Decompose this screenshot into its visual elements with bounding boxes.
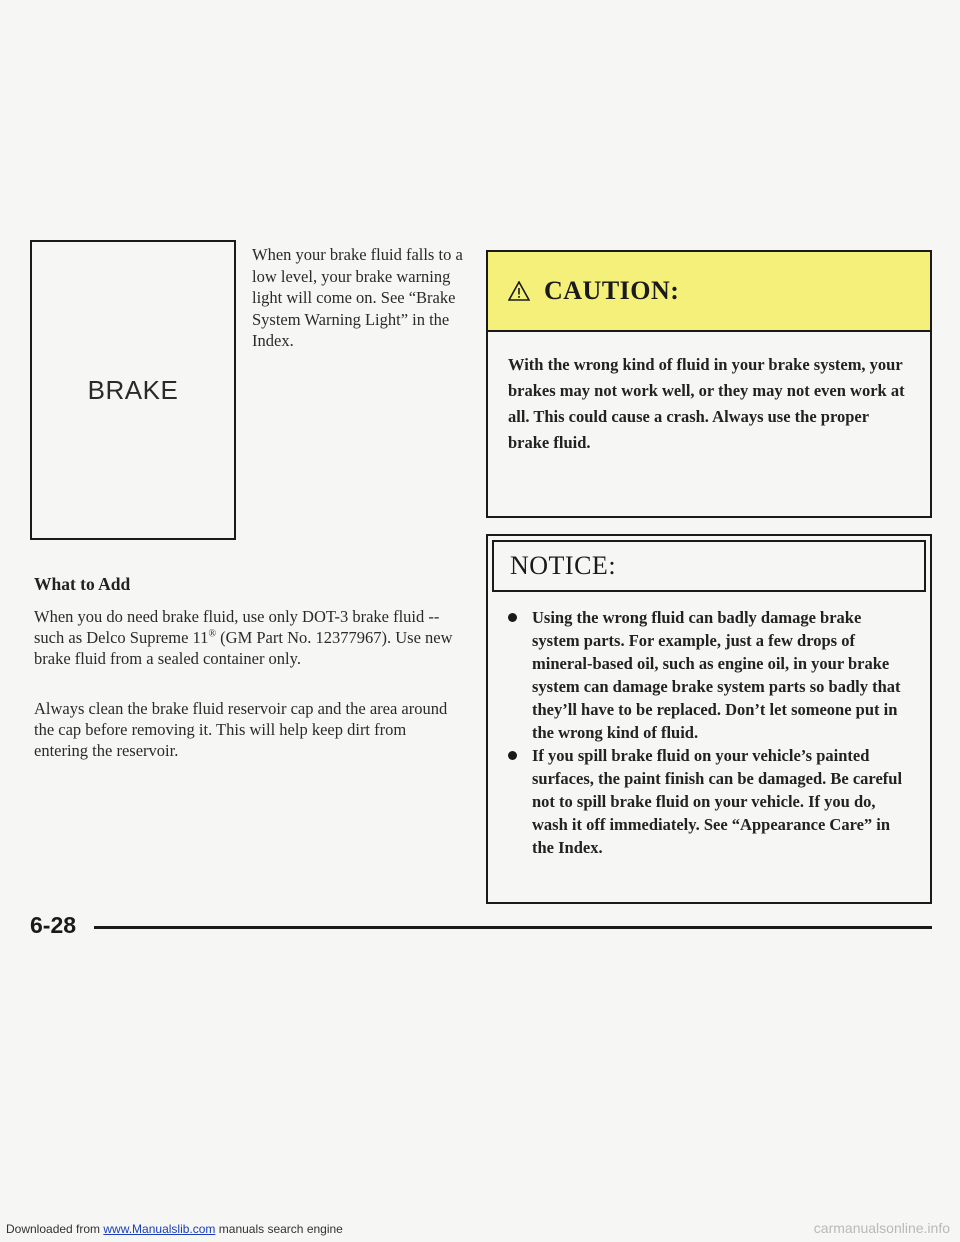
page-number: 6-28 xyxy=(30,912,77,938)
caution-header xyxy=(488,252,930,332)
paragraph-text: (GM Part No. 12377967). Use new brake fluid from a sealed container only. xyxy=(34,628,453,668)
bullet-icon xyxy=(508,751,517,760)
page-rule xyxy=(94,926,932,929)
registered-mark: ® xyxy=(208,628,217,640)
section-heading: What to Add xyxy=(34,574,131,594)
notice-list xyxy=(488,592,930,859)
brake-warning-indicator xyxy=(30,240,236,540)
bullet-icon xyxy=(508,613,517,622)
notice-box xyxy=(486,534,932,904)
notice-item-text: If you spill brake fluid on your vehicle’s painted surfaces, the paint finish can be damaged. Be careful not to spill brake fluid on your vehicle. If you do, wash it off immediately. See “Appearance Care” in the Index. xyxy=(532,746,903,857)
download-footer xyxy=(6,1222,343,1236)
caution-body: With the wrong kind of fluid in your brake system, your brakes may not work well, or they may not even work at all. This could cause a crash. Always use the proper brake fluid. xyxy=(508,355,905,452)
manualslib-link[interactable]: www.Manualslib.com xyxy=(103,1222,216,1236)
caution-box xyxy=(486,250,932,518)
warning-triangle-icon xyxy=(508,281,530,301)
brake-fluid-paragraph xyxy=(34,606,464,669)
caution-title: CAUTION: xyxy=(544,276,680,305)
paragraph-text: When you do need brake fluid, use only DOT-3 brake fluid -- such as Delco Supreme 11 xyxy=(34,607,440,647)
notice-title: NOTICE: xyxy=(510,551,617,580)
footer-suffix: manuals search engine xyxy=(215,1222,343,1236)
intro-paragraph: When your brake fluid falls to a low level, your brake warning light will come on. See “Brake System Warning Light” in the Index. xyxy=(252,245,463,350)
footer-prefix: Downloaded from xyxy=(6,1222,104,1236)
list-item xyxy=(496,606,910,744)
notice-item-text: Using the wrong fluid can badly damage brake system parts. For example, just a few drops of mineral-based oil, such as engine oil, in your brake system can damage brake system parts so badly that they’ll have to be replaced. Don’t let someone put in the wrong kind of fluid. xyxy=(532,608,901,742)
brake-indicator-label: BRAKE xyxy=(87,374,179,405)
notice-header xyxy=(492,540,926,592)
list-item xyxy=(496,744,910,859)
watermark: carmanualsonline.info xyxy=(813,1220,950,1236)
reservoir-paragraph: Always clean the brake fluid reservoir cap and the area around the cap before removing it. This will help keep dirt from entering the reservoir. xyxy=(34,699,448,760)
